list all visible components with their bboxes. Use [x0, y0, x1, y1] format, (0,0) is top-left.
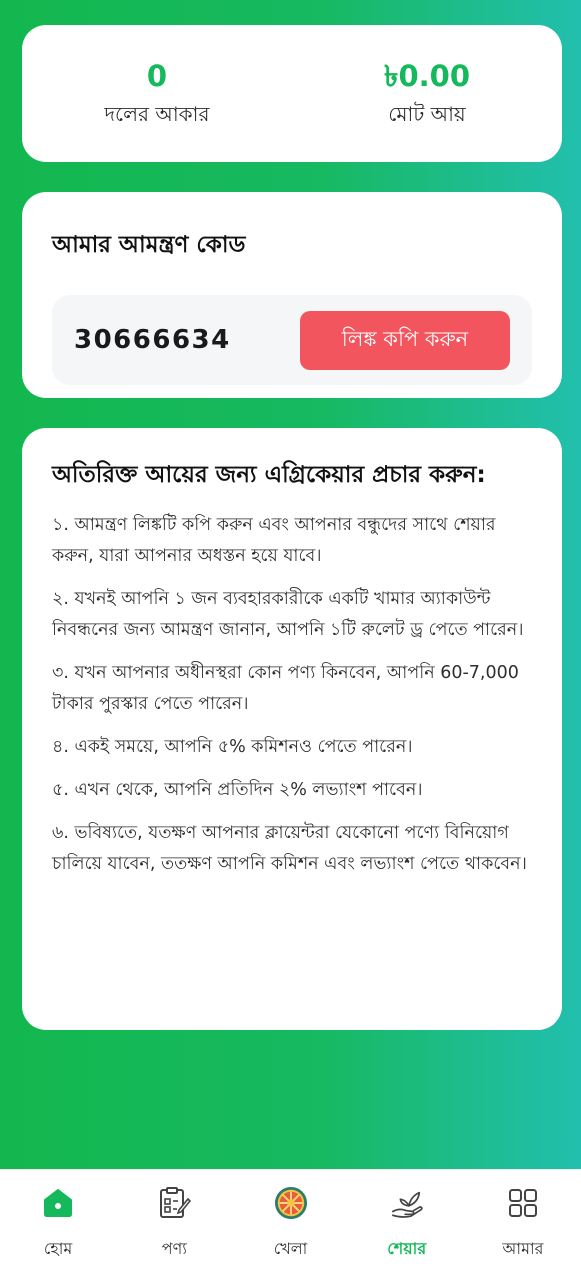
promo-item: ৬. ভবিষ্যতে, যতক্ষণ আপনার ক্লায়েন্টরা যেকোনো পণ্যে বিনিয়োগ চালিয়ে যাবেন, ততক্ষণ আপনি কমিশন এবং লভ্যাংশ পেতে থাকবেন। — [52, 823, 527, 874]
team-size-label: দলের আকার — [104, 102, 210, 126]
roulette-icon — [274, 1186, 308, 1220]
total-income-label: মোট আয় — [388, 102, 466, 126]
promo-title: অতিরিক্ত আয়ের জন্য এগ্রিকেয়ার প্রচার করুন: — [52, 462, 486, 488]
invite-title: আমার আমন্ত্রণ কোড — [52, 232, 246, 258]
product-icon — [157, 1186, 191, 1220]
nav-item-game[interactable] — [232, 1170, 348, 1266]
invite-code: 30666634 — [74, 325, 231, 355]
promo-item: ৪. একই সময়ে, আপনি ৫% কমিশনও পেতে পারেন। — [52, 737, 413, 757]
stats-card — [22, 25, 562, 162]
bottom-nav — [0, 1169, 581, 1266]
nav-item-home[interactable] — [0, 1170, 116, 1266]
home-icon — [41, 1186, 75, 1220]
nav-label-mine: আমার — [502, 1239, 544, 1258]
promo-card — [22, 428, 562, 1030]
promo-item: ৫. এখন থেকে, আপনি প্রতিদিন ২% লভ্যাংশ পাবেন। — [52, 780, 423, 800]
nav-item-product[interactable] — [116, 1170, 232, 1266]
copy-link-button[interactable]: লিঙ্ক কপি করুন — [300, 311, 510, 370]
invite-code-box — [52, 295, 532, 385]
nav-label-share: শেয়ার — [387, 1239, 427, 1258]
nav-label-home: হোম — [43, 1239, 73, 1258]
share-hand-icon — [390, 1186, 424, 1220]
nav-label-game: খেলা — [273, 1239, 308, 1258]
nav-item-share[interactable] — [349, 1170, 465, 1266]
team-size-value: 0 — [146, 59, 168, 93]
promo-item: ২. যখনই আপনি ১ জন ব্যবহারকারীকে একটি খামার অ্যাকাউন্ট নিবন্ধনের জন্য আমন্ত্রণ জানান, আপনি ১টি রুলেট ড্র পেতে পারেন। — [52, 589, 524, 640]
promo-item: ৩. যখন আপনার অধীনস্থরা কোন পণ্য কিনবেন, আপনি 60-7,000 টাকার পুরস্কার পেতে পারেন। — [52, 663, 519, 714]
invite-card — [22, 192, 562, 398]
promo-item: ১. আমন্ত্রণ লিঙ্কটি কপি করুন এবং আপনার বন্ধুদের সাথে শেয়ার করুন, যারা আপনার অধস্তন হয়ে যাবে। — [52, 515, 496, 566]
total-income-value: ৳0.00 — [384, 59, 470, 93]
grid-icon — [506, 1186, 540, 1220]
nav-label-product: পণ্য — [161, 1239, 187, 1258]
team-size-stat — [22, 25, 292, 162]
nav-item-mine[interactable] — [465, 1170, 581, 1266]
total-income-stat — [292, 25, 562, 162]
